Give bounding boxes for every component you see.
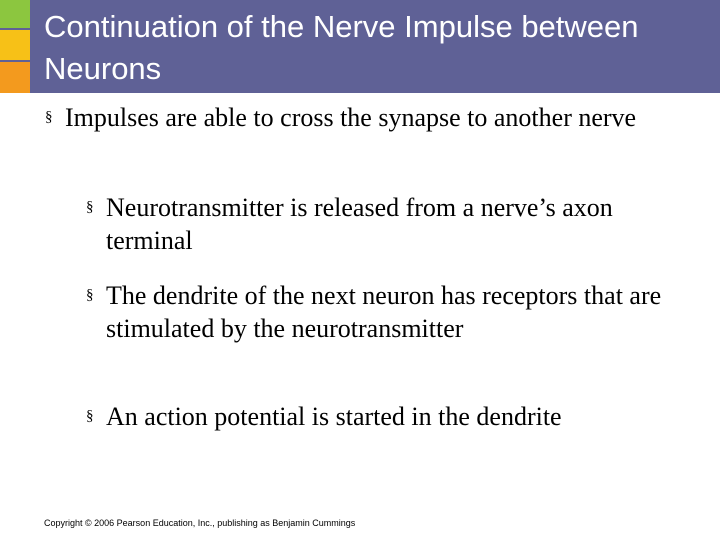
bullet-marker-icon: § (86, 199, 94, 215)
accent-block-green (0, 0, 30, 28)
slide-title: Continuation of the Nerve Impulse between Neurons (44, 9, 639, 86)
accent-block-yellow (0, 30, 30, 60)
copyright-notice: Copyright © 2006 Pearson Education, Inc., publishing as Benjamin Cummings (44, 518, 356, 528)
bullet-marker-icon: § (45, 109, 53, 125)
accent-block-orange (0, 62, 30, 93)
bullet-text: Impulses are able to cross the synapse to another nerve (65, 103, 637, 132)
bullet-item-level2 (86, 191, 696, 257)
bullet-text: Neurotransmitter is released from a nerve’s axon terminal (106, 193, 613, 255)
bullet-text: The dendrite of the next neuron has receptors that are stimulated by the neurotransmitter (106, 281, 662, 343)
bullet-marker-icon: § (86, 408, 94, 424)
bullet-item-level2 (86, 279, 666, 345)
bullet-item-level1 (45, 101, 685, 134)
bullet-item-level2 (86, 400, 666, 433)
bullet-text: An action potential is started in the dendrite (106, 402, 562, 431)
bullet-marker-icon: § (86, 287, 94, 303)
